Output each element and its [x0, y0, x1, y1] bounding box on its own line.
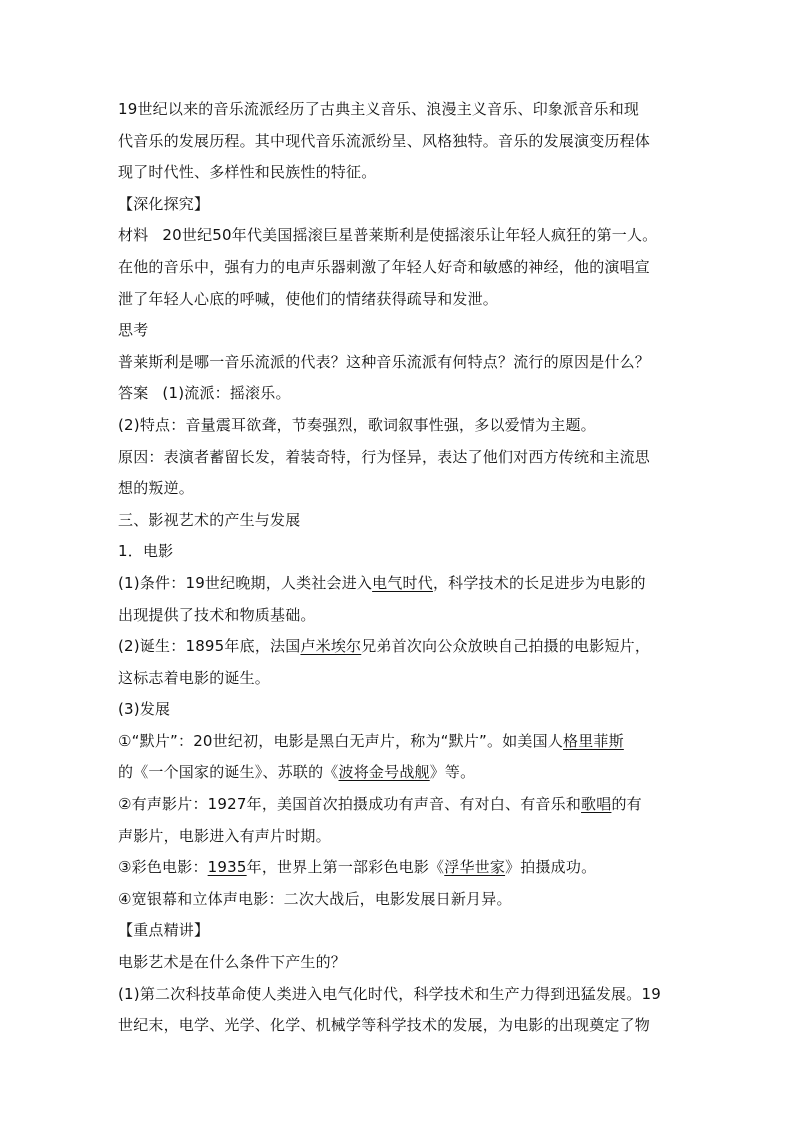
text-segment: 声影片，电影进入有声片时期。	[118, 826, 331, 845]
text-segment: 这标志着电影的诞生。	[118, 668, 271, 687]
underlined-keyword: 1935	[207, 858, 247, 877]
text-segment: (2)诞生：1895年底，法国	[118, 637, 301, 656]
text-segment: ②有声影片：1927年，美国首次拍摄成功有声音、有对白、有音乐和	[118, 795, 582, 814]
text-line	[118, 979, 678, 1011]
text-line	[118, 252, 678, 284]
text-line	[118, 347, 678, 379]
text-line	[118, 505, 678, 537]
text-segment: ，科学技术的长足进步为电影的	[432, 573, 646, 592]
text-segment: (1)流派：摇滚乐。	[162, 384, 291, 403]
text-line	[118, 757, 678, 789]
text-segment: 世纪末，电学、光学、化学、机械学等科学技术的发展，为电影的出现奠定了物	[118, 1016, 651, 1035]
text-segment: 【重点精讲】	[118, 921, 210, 940]
text-line	[118, 157, 678, 189]
text-segment: 在他的音乐中，强有力的电声乐器刺激了年轻人好奇和敏感的神经，他的演唱宣	[118, 257, 651, 276]
text-line	[118, 284, 678, 316]
text-segment: ①“默片”：20世纪初，电影是黑白无声片，称为“默片”。如美国人	[118, 731, 564, 750]
text-segment: 的有	[611, 795, 642, 814]
underlined-keyword: 歌唱	[581, 795, 612, 814]
text-line	[118, 315, 678, 347]
text-line	[118, 821, 678, 853]
text-segment: (1)第二次科技革命使人类进入电气化时代，科学技术和生产力得到迅猛发展。19	[118, 984, 661, 1003]
text-line	[118, 126, 678, 158]
text-segment: 20世纪50年代美国摇滚巨星普莱斯利是使摇滚乐让年轻人疯狂的第一人。	[162, 226, 658, 245]
text-line	[118, 378, 678, 410]
underlined-keyword: 格里菲斯	[563, 731, 624, 750]
text-line	[118, 789, 678, 821]
text-segment: (2)特点：音量震耳欲聋，节奏强烈，歌词叙事性强，多以爱情为主题。	[118, 415, 596, 434]
text-segment: 》拍摄成功。	[505, 858, 597, 877]
text-segment: 的《一个国家的诞生》、苏联的《	[118, 763, 339, 782]
text-line	[118, 94, 678, 126]
underlined-keyword: 浮华世家	[444, 858, 506, 877]
text-segment: 想的叛逆。	[118, 479, 195, 498]
text-segment: (1)条件：19世纪晚期，人类社会进入	[118, 573, 373, 592]
text-segment: 【深化探究】	[118, 194, 210, 213]
text-segment: 19世纪以来的音乐流派经历了古典主义音乐、浪漫主义音乐、印象派音乐和现	[118, 100, 640, 118]
underlined-keyword: 电气时代	[372, 573, 433, 592]
text-segment: 代音乐的发展历程。其中现代音乐流派纷呈、风格独特。音乐的发展演变历程体	[118, 131, 651, 150]
text-segment: ④宽银幕和立体声电影：二次大战后，电影发展日新月异。	[118, 889, 512, 908]
document-body	[118, 94, 678, 1042]
text-line	[118, 410, 678, 442]
text-segment: 思考	[118, 321, 149, 340]
text-segment: 普莱斯利是哪一音乐流派的代表？这种音乐流派有何特点？流行的原因是什么？	[118, 352, 651, 371]
text-segment: ③彩色电影：	[118, 858, 208, 877]
text-line	[118, 915, 678, 947]
underlined-keyword: 卢米埃尔	[300, 637, 362, 656]
text-line	[118, 600, 678, 632]
text-line	[118, 631, 678, 663]
text-line	[118, 220, 678, 252]
text-segment: 电影艺术是在什么条件下产生的？	[118, 953, 347, 972]
text-segment: 三、影视艺术的产生与发展	[118, 510, 301, 529]
text-segment: 年，世界上第一部彩色电影《	[246, 858, 445, 877]
text-segment: 》等。	[429, 763, 476, 782]
text-line	[118, 726, 678, 758]
text-line	[118, 442, 678, 474]
text-segment: 1．电影	[118, 542, 174, 561]
text-segment: 兄弟首次向公众放映自己拍摄的电影短片，	[361, 637, 651, 656]
text-line	[118, 694, 678, 726]
text-line	[118, 473, 678, 505]
text-segment: 泄了年轻人心底的呼喊，使他们的情绪获得疏导和发泄。	[118, 289, 499, 308]
text-line	[118, 852, 678, 884]
text-segment: 现了时代性、多样性和民族性的特征。	[118, 163, 377, 182]
text-line	[118, 663, 678, 695]
text-segment: (3)发展	[118, 700, 171, 719]
text-line	[118, 568, 678, 600]
text-line	[118, 947, 678, 979]
text-segment: 材料	[118, 226, 149, 245]
text-line	[118, 536, 678, 568]
text-line	[118, 1010, 678, 1042]
text-segment: 原因：表演者蓄留长发，着装奇特，行为怪异，表达了他们对西方传统和主流思	[118, 447, 651, 466]
underlined-keyword: 波将金号战舰	[338, 763, 430, 782]
text-line	[118, 189, 678, 221]
text-line	[118, 884, 678, 916]
text-segment: 出现提供了技术和物质基础。	[118, 605, 316, 624]
text-segment: 答案	[118, 384, 149, 403]
